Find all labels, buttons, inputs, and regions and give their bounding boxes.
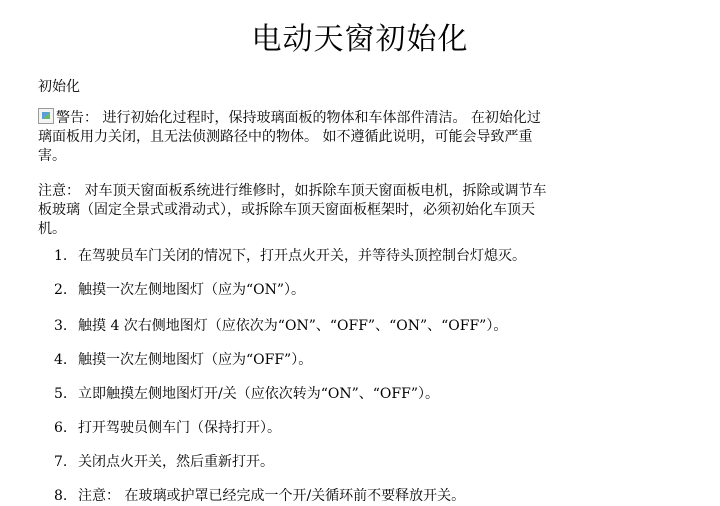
step-text: 触摸一次左侧地图灯（应为“ON”）。 [78, 282, 306, 298]
step-number: 2. [54, 282, 68, 298]
list-item [54, 350, 312, 370]
step-number: 5. [54, 386, 68, 402]
note-line-3: 机。 [38, 221, 66, 237]
step-number: 7. [54, 454, 68, 470]
step-number: 3. [54, 318, 68, 334]
step-text: 关闭点火开关，然后重新打开。 [78, 454, 274, 470]
list-item [54, 246, 526, 266]
warning-line-1 [38, 108, 658, 128]
step-number: 1. [54, 248, 68, 264]
step-number: 8. [54, 488, 68, 504]
list-item [54, 384, 439, 404]
list-item [54, 486, 465, 506]
list-item [54, 316, 507, 336]
step-text: 在驾驶员车门关闭的情况下，打开点火开关，并等待头顶控制台灯熄灭。 [78, 248, 526, 264]
warning-paragraph [38, 108, 658, 166]
broken-image-icon [38, 108, 54, 124]
warning-line-3: 害。 [38, 148, 66, 164]
list-item [54, 452, 274, 472]
note-paragraph [38, 182, 658, 239]
warning-line-2: 璃面板用力关闭，且无法侦测路径中的物体。 如不遵循此说明，可能会导致严重 [38, 129, 533, 145]
step-number: 4. [54, 352, 68, 368]
step-text: 注意： 在玻璃或护罩已经完成一个开/关循环前不要释放开关。 [78, 488, 466, 504]
note-line-1: 注意： 对车顶天窗面板系统进行维修时，如拆除车顶天窗面板电机，拆除或调节车 [38, 183, 547, 199]
step-number: 6. [54, 420, 68, 436]
note-line-2: 板玻璃（固定全景式或滑动式），或拆除车顶天窗面板框架时，必须初始化车顶天 [38, 202, 535, 218]
page-title: 电动天窗初始化 [251, 22, 469, 57]
section-heading: 初始化 [38, 79, 80, 95]
step-text: 触摸 4 次右侧地图灯（应依次为“ON”、“OFF”、“ON”、“OFF”）。 [78, 318, 508, 334]
warning-label: 警告： [56, 110, 98, 126]
step-text: 立即触摸左侧地图灯开/关（应依次转为“ON”、“OFF”）。 [78, 386, 439, 402]
list-item [54, 418, 281, 438]
step-text: 打开驾驶员侧车门（保持打开）。 [78, 420, 281, 436]
list-item [54, 280, 305, 300]
step-text: 触摸一次左侧地图灯（应为“OFF”）。 [78, 352, 313, 368]
warning-text-1: 进行初始化过程时，保持玻璃面板的物体和车体部件清洁。 在初始化过 [102, 110, 541, 126]
